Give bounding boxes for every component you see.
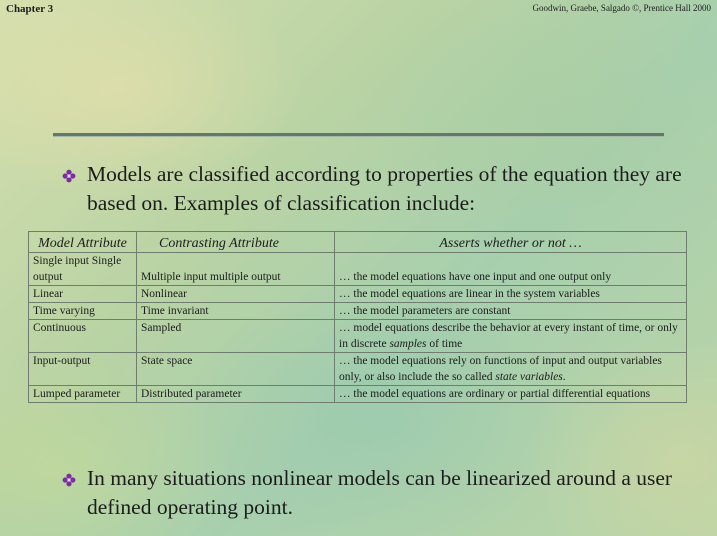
table-row: [29, 253, 687, 286]
asserts-emphasis: state variables: [495, 371, 563, 383]
asserts-text: .: [562, 371, 566, 383]
diamond-bullet-icon: [62, 473, 76, 487]
table-row: [29, 353, 687, 386]
asserts-text: … the model equations rely on functions of input and output variables only, or also include the so called: [339, 355, 662, 383]
asserts-text: of time: [426, 338, 463, 350]
bullet-item: [62, 464, 682, 522]
column-header-contrasting-attribute: Contrasting Attribute: [137, 232, 335, 253]
column-header-model-attribute: Model Attribute: [29, 232, 137, 253]
bullet-text: Models are classified according to properties of the equation they are based on. Examples of classification include:: [87, 162, 682, 215]
cell-asserts: [335, 320, 687, 353]
copyright-notice: Goodwin, Graebe, Salgado ©, Prentice Hall 2000: [532, 3, 711, 13]
cell-attribute: Linear: [29, 286, 137, 303]
table-row: [29, 286, 687, 303]
column-header-asserts: Asserts whether or not …: [335, 232, 687, 253]
bullet-item: [62, 160, 682, 218]
cell-contrast: Multiple input multiple output: [137, 253, 335, 286]
table-row: [29, 303, 687, 320]
cell-asserts: … the model equations have one input and one output only: [335, 253, 687, 286]
cell-contrast: Time invariant: [137, 303, 335, 320]
cell-attribute: Time varying: [29, 303, 137, 320]
cell-contrast: Nonlinear: [137, 286, 335, 303]
cell-contrast: Sampled: [137, 320, 335, 353]
cell-asserts: … the model equations are linear in the system variables: [335, 286, 687, 303]
cell-attribute: Single input Single output: [29, 253, 137, 286]
title-divider: [53, 133, 664, 136]
cell-attribute: Continuous: [29, 320, 137, 353]
cell-asserts: … the model parameters are constant: [335, 303, 687, 320]
cell-attribute: Lumped parameter: [29, 386, 137, 403]
table-header-row: [29, 232, 687, 253]
cell-contrast: State space: [137, 353, 335, 386]
cell-asserts: … the model equations are ordinary or partial differential equations: [335, 386, 687, 403]
classification-table: [28, 231, 687, 403]
chapter-label: Chapter 3: [6, 3, 54, 15]
cell-attribute: Input-output: [29, 353, 137, 386]
asserts-emphasis: samples: [389, 338, 427, 350]
cell-contrast: Distributed parameter: [137, 386, 335, 403]
diamond-bullet-icon: [62, 169, 76, 183]
asserts-text: … model equations describe the behavior at every instant of time, or only in discrete: [339, 322, 678, 350]
table-row: [29, 386, 687, 403]
bullet-text: In many situations nonlinear models can be linearized around a user defined operating point.: [87, 466, 673, 519]
cell-asserts: [335, 353, 687, 386]
table-row: [29, 320, 687, 353]
